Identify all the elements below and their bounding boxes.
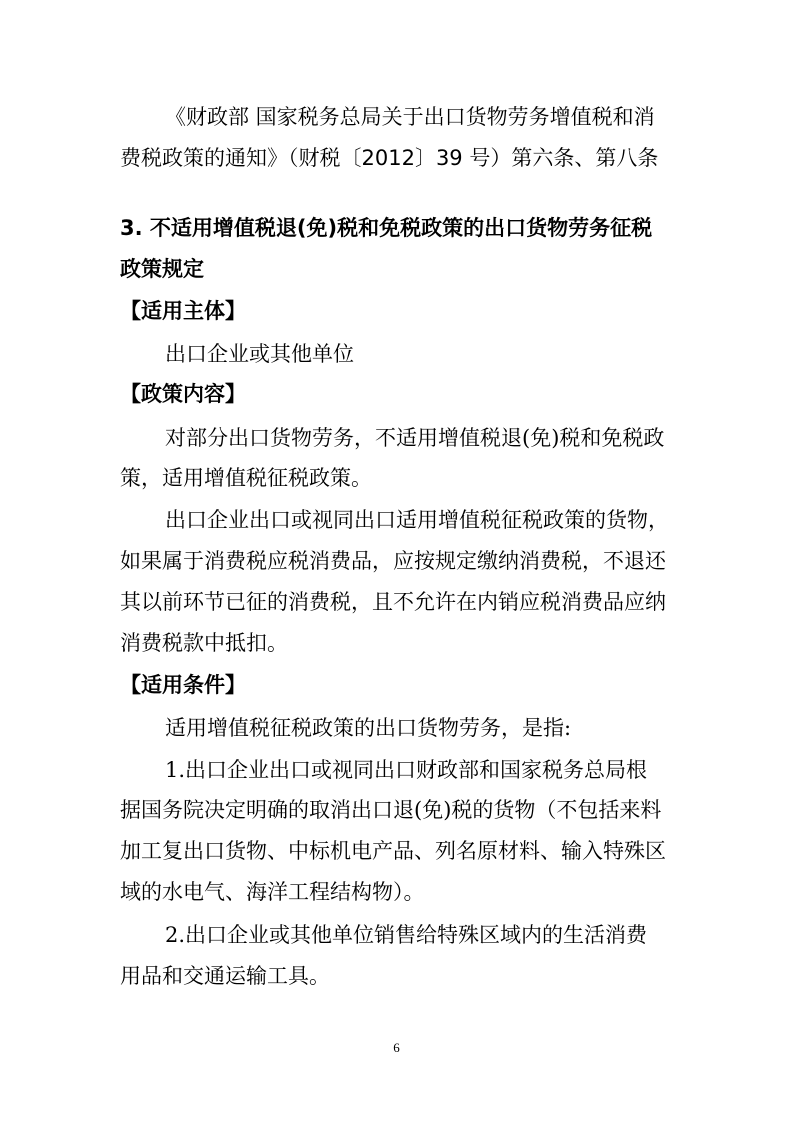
policy-para2-line-3: 其以前环节已征的消费税，且不允许在内销应税消费品应纳 — [120, 590, 666, 614]
condition-item1-line-4: 域的水电气、海洋工程结构物）。 — [120, 880, 425, 904]
policy-content-label: 【政策内容】 — [120, 382, 246, 406]
applicable-subject-label: 【适用主体】 — [120, 299, 246, 323]
policy-para2-line-1: 出口企业出口或视同出口适用增值税征税政策的货物， — [165, 508, 669, 532]
policy-para1-line-2: 策，适用增值税征税政策。 — [120, 466, 372, 490]
page-number: 6 — [393, 1040, 400, 1055]
condition-item1-line-2: 据国务院决定明确的取消出口退(免)税的货物（不包括来料 — [120, 798, 662, 822]
policy-para2-line-4: 消费税款中抵扣。 — [120, 631, 288, 655]
citation-line-1: 《财政部 国家税务总局关于出口货物劳务增值税和消 — [165, 105, 655, 129]
conditions-intro: 适用增值税征税政策的出口货物劳务，是指: — [165, 716, 572, 740]
applicable-subject-text: 出口企业或其他单位 — [165, 342, 354, 366]
condition-item1-line-1: 1.出口企业出口或视同出口财政部和国家税务总局根 — [165, 758, 648, 782]
policy-para2-line-2: 如果属于消费税应税消费品，应按规定缴纳消费税，不退还 — [120, 549, 666, 573]
condition-item2-line-1: 2.出口企业或其他单位销售给特殊区域内的生活消费 — [165, 923, 648, 947]
applicable-conditions-label: 【适用条件】 — [120, 673, 246, 697]
condition-item1-line-3: 加工复出口货物、中标机电产品、列名原材料、输入特殊区 — [120, 839, 666, 863]
policy-para1-line-1: 对部分出口货物劳务，不适用增值税退(免)税和免税政 — [165, 426, 665, 450]
section-heading-line-1: 3. 不适用增值税退(免)税和免税政策的出口货物劳务征税 — [120, 216, 653, 240]
section-heading-line-2: 政策规定 — [120, 257, 204, 281]
condition-item2-line-2: 用品和交通运输工具。 — [120, 964, 330, 988]
citation-line-2: 费税政策的通知》（财税〔2012〕39 号）第六条、第八条 — [120, 146, 659, 170]
